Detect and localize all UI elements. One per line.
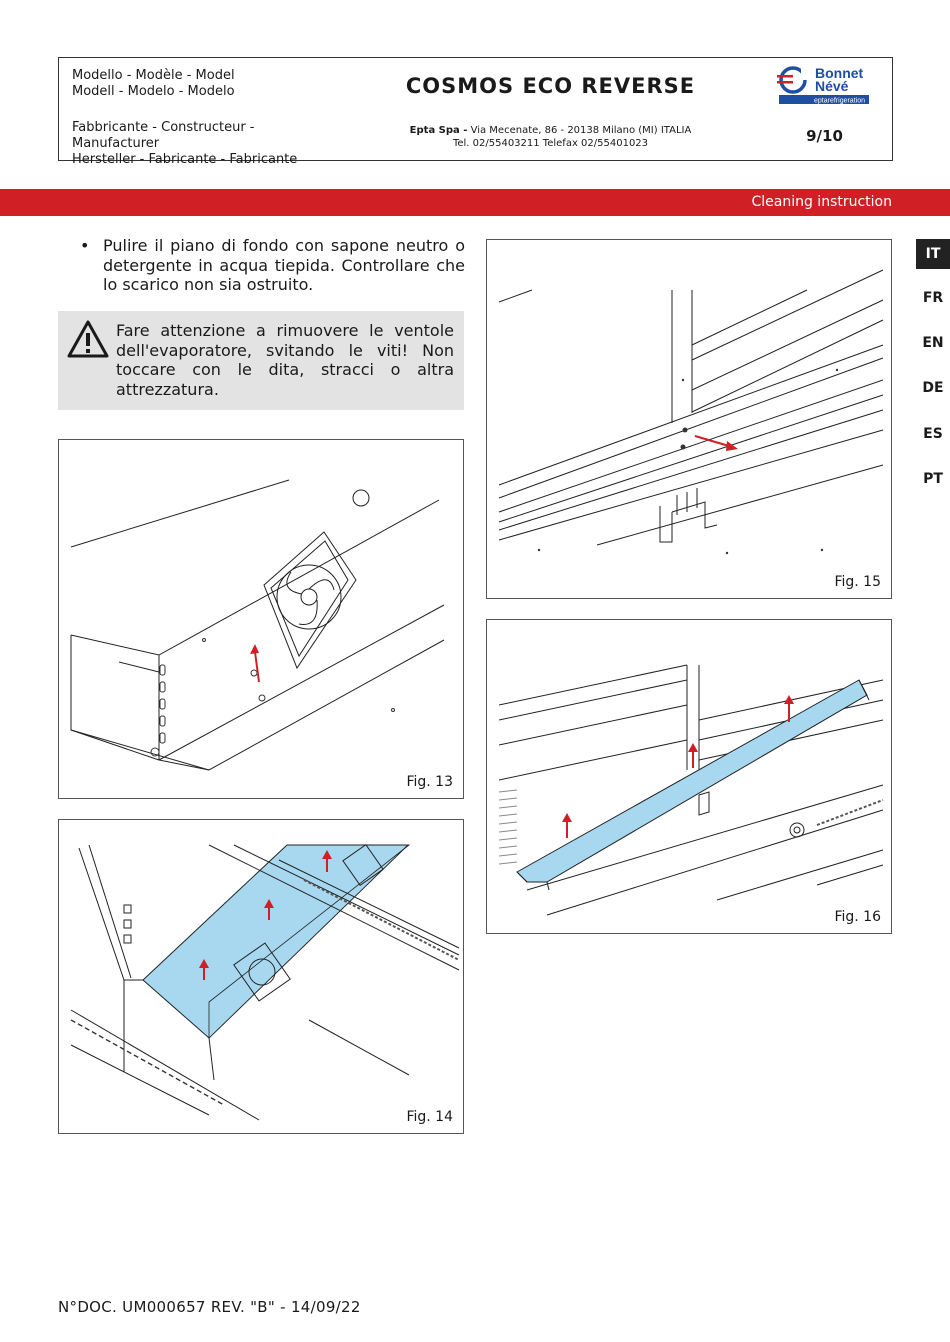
lang-tab-pt[interactable]: PT [923,471,943,487]
figure-13-caption: Fig. 13 [406,774,453,790]
instruction-bullet [80,236,465,295]
model-label [59,58,344,111]
address-company: Epta Spa - [409,125,468,136]
figure-15 [486,239,892,599]
lang-tab-en[interactable]: EN [922,335,944,351]
figure-15-caption: Fig. 15 [834,574,881,590]
manufacturer-label-line2: Hersteller - Fabricante - Fabricante [72,152,298,167]
lang-tab-es[interactable]: ES [923,426,943,442]
document-title: COSMOS ECO REVERSE [405,73,696,98]
figure-14-caption: Fig. 14 [406,1109,453,1125]
warning-box [58,311,464,410]
manufacturer-label [59,111,344,167]
bullet-dot: • [80,236,90,255]
address-line2: Tel. 02/55403211 Telefax 02/55401023 [452,138,649,149]
address-line1: Via Mecenate, 86 - 20138 Milano (MI) ITALIA [467,125,692,136]
logo-euro-icon [777,66,807,92]
section-bar [0,189,950,216]
figure-15-drawing [487,240,892,599]
figure-14-drawing [59,820,464,1134]
lang-tab-fr[interactable]: FR [922,290,944,306]
warning-text: Fare attenzione a rimuovere le ventole dell'evaporatore, svitando le viti! Non toccare con le dita, stracci o altra attrezzatura. [116,321,454,399]
model-label-line2: Modell - Modelo - Modelo [72,84,235,99]
document-footer: N°DOC. UM000657 REV. "B" - 14/09/22 [58,1298,361,1316]
logo-text-line1: Bonnet [815,65,864,81]
fig16-arrows [562,695,794,838]
fig15-arrow [695,436,738,451]
logo-text-line2: Névé [815,78,849,94]
figure-13-drawing [59,440,464,799]
instruction-text: Pulire il piano di fondo con sapone neutro o detergente in acqua tiepida. Controllare che lo scarico non sia ostruito. [103,236,465,294]
figure-16-caption: Fig. 16 [834,909,881,925]
page-number: 9/10 [806,127,843,145]
lang-tab-de[interactable]: DE [922,380,944,396]
section-title: Cleaning instruction [751,194,892,210]
manufacturer-address [344,111,757,161]
lang-tab-it[interactable]: IT [916,239,950,269]
figure-16 [486,619,892,934]
model-label-line1: Modello - Modèle - Model [72,68,235,83]
figure-13 [58,439,464,799]
warning-triangle-icon [66,319,110,359]
figure-16-drawing [487,620,892,934]
manufacturer-label-line1: Fabbricante - Constructeur - Manufacturer [72,120,255,151]
document-header [58,57,893,167]
figure-14 [58,819,464,1134]
brand-logo [757,58,892,111]
logo-text-line3: eptarefrigeration [814,97,865,105]
